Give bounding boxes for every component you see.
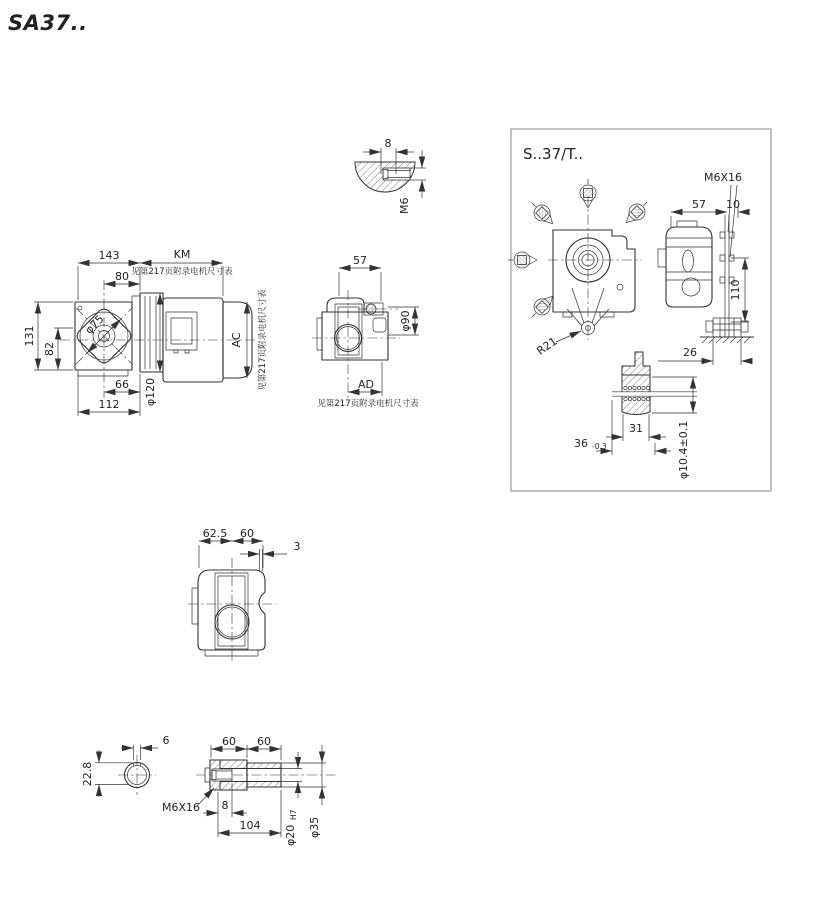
dim-82: 82 <box>43 342 56 356</box>
view-mount <box>188 527 301 662</box>
dim-104: 104 <box>239 819 261 832</box>
dim-3: 3 <box>293 540 301 553</box>
dim-31: 31 <box>629 422 643 435</box>
inset-front-view <box>508 179 653 358</box>
thread-m6x16-shaft: M6X16 <box>161 801 201 814</box>
thread-m6x16: M6X16 <box>703 171 743 184</box>
dim-62-5: 62.5 <box>202 527 228 540</box>
gearbox-side-body <box>322 312 388 360</box>
dim-143: 143 <box>98 249 120 262</box>
dim-ac: AC <box>230 332 243 348</box>
dim-60b: 60 <box>257 735 271 748</box>
dim-6: 6 <box>162 734 170 747</box>
inset-side-view <box>658 171 754 365</box>
dim-36: 36 <box>574 437 588 450</box>
view-side <box>312 254 419 409</box>
dim-km: KM <box>173 248 191 261</box>
motor-adapter <box>140 293 163 372</box>
dim-m6-thread: M6 <box>398 197 411 214</box>
mount-bracket <box>713 318 741 337</box>
page-title: SA37.. <box>8 11 88 35</box>
dim-66: 66 <box>115 378 129 391</box>
dim-phi10-4: φ10.4±0.1 <box>677 420 690 480</box>
dim-112: 112 <box>98 398 120 411</box>
dim-phi20: φ20 <box>284 824 297 846</box>
motor-note-top: 见第217页附录电机尺寸表 <box>131 267 233 277</box>
bolt-icon <box>621 196 653 228</box>
dim-8-shaft: 8 <box>221 799 229 812</box>
housing-side <box>666 227 712 307</box>
dim-r21: R21 <box>534 334 560 358</box>
housing-front <box>553 230 635 312</box>
dim-phi120: φ120 <box>144 377 157 407</box>
dim-22-8: 22.8 <box>81 761 94 787</box>
view-hollow-shaft <box>81 734 336 846</box>
view-shaft-end-detail <box>355 137 426 214</box>
motor-note-side: 见第217页附录电机尺寸表 <box>258 289 268 391</box>
dim-57-inset: 57 <box>692 198 706 211</box>
dim-36-tolerance: -0.3 <box>592 442 607 451</box>
dim-60a: 60 <box>222 735 236 748</box>
bolt-icon <box>526 197 558 229</box>
inset-panel <box>508 129 771 491</box>
dim-ad: AD <box>358 378 374 391</box>
gearbox-mount-body <box>198 570 265 650</box>
shaft-wall-hatch <box>220 760 247 769</box>
dim-phi20-fit: H7 <box>289 809 298 820</box>
inset-hub-section <box>574 352 697 479</box>
dim-phi90: φ90 <box>399 310 412 332</box>
dim-110: 110 <box>729 279 742 301</box>
dim-10: 10 <box>726 198 740 211</box>
motor-note-bottom: 见第217页附录电机尺寸表 <box>317 399 419 409</box>
dim-57: 57 <box>353 254 367 267</box>
inset-title: S..37/T.. <box>523 145 584 163</box>
ground-hatch <box>702 337 750 343</box>
dim-131: 131 <box>23 325 36 347</box>
dim-80: 80 <box>115 270 129 283</box>
dim-phi35: φ35 <box>308 816 321 838</box>
dim-60-mount: 60 <box>240 527 254 540</box>
view-main <box>23 248 268 416</box>
dim-8: 8 <box>384 137 392 150</box>
dim-phi75: φ75 <box>82 312 107 337</box>
bolt-icon <box>508 252 537 268</box>
dim-26: 26 <box>683 346 697 359</box>
